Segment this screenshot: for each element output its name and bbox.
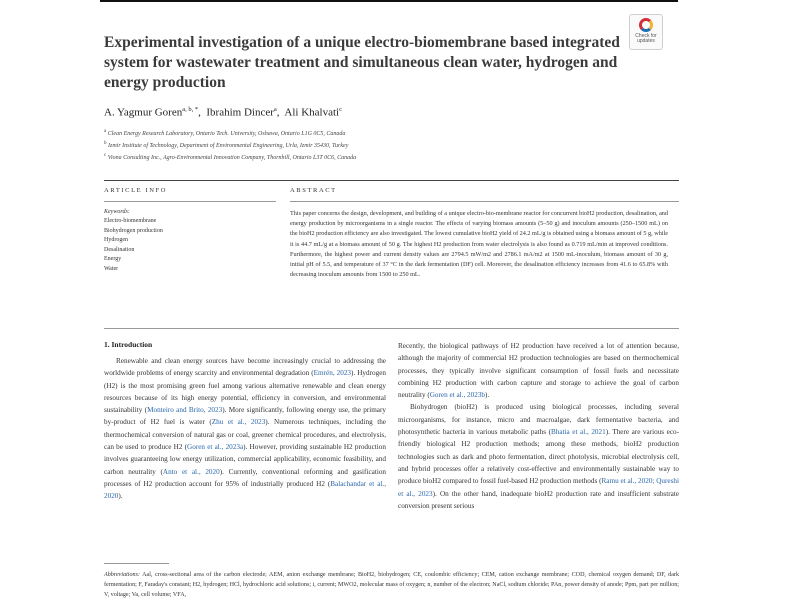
check-for-updates-icon: [639, 18, 653, 32]
paragraph-text: ). There are various eco-friendly biological H2 production methods; among these methods, bioH2 production technologies such as dark and photo fermentation, direct photolysis, microbial electrolysis cell, and hybrid processes offer a relatively cost-effective and environmentally sustainable way to produce bioH2 compared to fossil fuel-based H2 production methods (: [398, 428, 680, 486]
intro-paragraph: [398, 401, 679, 512]
paragraph-text: Renewable and clean energy sources have become increasingly crucial to addressing the worldwide problems of energy scarcity and environmental degradation (: [104, 357, 386, 378]
citation-link[interactable]: Monteiro and Brito, 2023: [147, 406, 223, 415]
section-heading-introduction: 1. Introduction: [104, 340, 153, 349]
left-column: [104, 355, 386, 503]
abstract-bottom-rule: [104, 328, 679, 329]
badge-label: Check for updates: [635, 33, 657, 44]
paragraph-text: Recently, the biological pathways of H2 production have received a lot of attention because, although the majority of commercial H2 production technologies are based on thermochemical processes, they typically involve significant consumption of fossil fuels and necessitate combining H2 production with carbon capture and storage to achieve the goal of carbon neutrality (: [398, 342, 679, 400]
check-for-updates-badge[interactable]: [629, 14, 663, 50]
citation-link[interactable]: Ramu et al., 2020; Qureshi et al., 2023: [398, 477, 679, 498]
citation-link[interactable]: Zhu et al., 2023: [211, 418, 266, 427]
author-list: A. Yagmur Goren$^{a, b, *}$, Ibrahim Dincer$^a$, Ali Khalvati$^c$: [104, 106, 342, 119]
keyword-list: [104, 217, 163, 274]
affiliation-line: $^c$ Viona Consulting Inc., Agro-Environmental Innovation Company, Thornhill, Ontario L3T 0C6, Canada: [104, 153, 357, 161]
abbreviations-label: Abbreviations:: [104, 572, 140, 578]
top-rule: [100, 0, 678, 2]
citation-link[interactable]: Goren et al., 2023a: [187, 443, 244, 452]
abstract-heading: ABSTRACT: [290, 187, 337, 194]
paragraph-text: ). On the other hand, inadequate bioH2 production rate and insufficient substrate conversion present serious: [398, 489, 679, 510]
paragraph-text: ). Currently, conventional reforming and gasification processes of H2 production account for 95% of industrially produced H2 (: [104, 467, 387, 488]
paragraph-text: ).: [485, 391, 490, 400]
citation-link[interactable]: Anto et al., 2020: [162, 467, 220, 476]
paragraph-text: ). More significantly, following energy use, the primary by-product of H2 fuel is water (: [104, 406, 386, 427]
affiliation-line: $^a$ Clean Energy Research Laboratory, Ontario Tech. University, Oshawa, Ontario L1G 0C5, Canada: [104, 129, 346, 137]
abstract-rule: [290, 201, 679, 202]
footnote-rule: [104, 563, 169, 564]
affiliation-line: $^b$ Izmir Institute of Technology, Department of Environmental Engineering, Urla, Izmir 35430, Turkey: [104, 141, 349, 149]
affiliations: [104, 127, 664, 163]
keyword: Water: [104, 265, 119, 272]
paragraph-text: Biohydrogen (bioH2) is produced using biological processes, including several microorganisms, for instance, micro and macroalgae, dark fermentative bacteria, and photosynthetic bacteria in various metabolic paths (: [398, 403, 679, 437]
intro-paragraph: [398, 340, 679, 401]
keyword: Electro-biomembrane: [104, 218, 157, 224]
paragraph-text: ). Hydrogen (H2) is the most promising green fuel among various alternative renewable and clean energy resources because of its high energy potential, efficiency in conversion, and environmental sustainability (: [104, 369, 386, 415]
keyword: Desalination: [104, 246, 135, 253]
keywords-label: Keywords:: [104, 209, 130, 215]
author-name[interactable]: Ibrahim Dincer: [206, 106, 274, 119]
author-name[interactable]: Ali Khalvati: [284, 106, 340, 119]
abstract-text: This paper concerns the design, development, and building of a unique electro-bio-membrane reactor for concurrent bioH2 production, desalination, and energy production by microorganisms in a single reactor. The effects of varying biomass amounts (5–50 g) and inoculum amounts (250–1500 mL) on the bioH2 production efficiency are also investigated. The lowest cumulative bioH2 yield of 24.2 mL/g is obtained using a biomass amount of 5 g, while it is 44.7 mL/g at a biomass amount of 50 g. The highest H2 production from water electrolysis is also found as 0.719 mL/min at improved conditions. Furthermore, the highest power and current density values are 2794.5 mW/m2 and 2786.1 mA/m2 at 1500 mL-inoculum, biomass amount of 30 g, initial pH of 5.5, and temperature of 37 °C in the dark fermentation (DF) cell. Moreover, the desalination efficiency increases from 41.6 to 65.8% with decreasing inoculum amounts from 1500 to 250 mL.: [290, 210, 668, 279]
author-mark: a, b, *: [182, 106, 199, 113]
author-mark: a: [273, 106, 277, 113]
author-name[interactable]: A. Yagmur Goren: [104, 106, 183, 119]
author-mark: c: [339, 106, 342, 113]
article-info-heading: ARTICLE INFO: [104, 187, 168, 194]
citation-link[interactable]: Balachandar et al., 2020: [104, 479, 386, 501]
citation-link[interactable]: Emrén, 2023: [313, 369, 352, 378]
right-column: [398, 340, 679, 512]
paragraph-text: ). However, providing sustainable H2 production involves guaranteeing low energy utilization, commercial applicability, economic feasibility, and carbon neutrality (: [104, 443, 386, 476]
intro-paragraph: [104, 355, 386, 503]
citation-link[interactable]: Goren et al., 2023b: [429, 391, 486, 400]
paragraph-text: ).: [118, 492, 123, 501]
keyword: Biohydrogen production: [104, 227, 163, 234]
paragraph-text: ). Numerous techniques, including the thermochemical conversion of natural gas or coal, greener chemical procedures, and electrolysis, can be used to produce H2 (: [104, 418, 386, 452]
keyword: Energy: [104, 256, 122, 262]
article-title: Experimental investigation of a unique electro-biomembrane based integrated system for wastewater treatment and simultaneous clean water, hydrogen and energy production: [104, 34, 620, 91]
keyword: Hydrogen: [104, 237, 128, 243]
citation-link[interactable]: Bhatia et al., 2021: [550, 428, 606, 437]
abbreviations-text: Aal, cross-sectional area of the carbon electrode; AEM, anion exchange membrane; BioH2, biohydrogen; CE, coulombic efficiency; CEM, cation exchange membrane; COD, chemical oxygen demand; DF, dark fermentation; F, Faraday's constant; H2, hydrogen; HCl, hydrochloric acid solutions; i, current; MWO2, molecular mass of oxygen; n, number of the electron; NaCl, sodium chloride; PAn, power density of anode; Ppm, part per million; V, voltage; Va, cell volume; VFA,: [104, 572, 679, 598]
header-divider: [104, 180, 679, 181]
article-info-rule: [104, 201, 276, 202]
abbreviations-footnote: [104, 570, 679, 600]
